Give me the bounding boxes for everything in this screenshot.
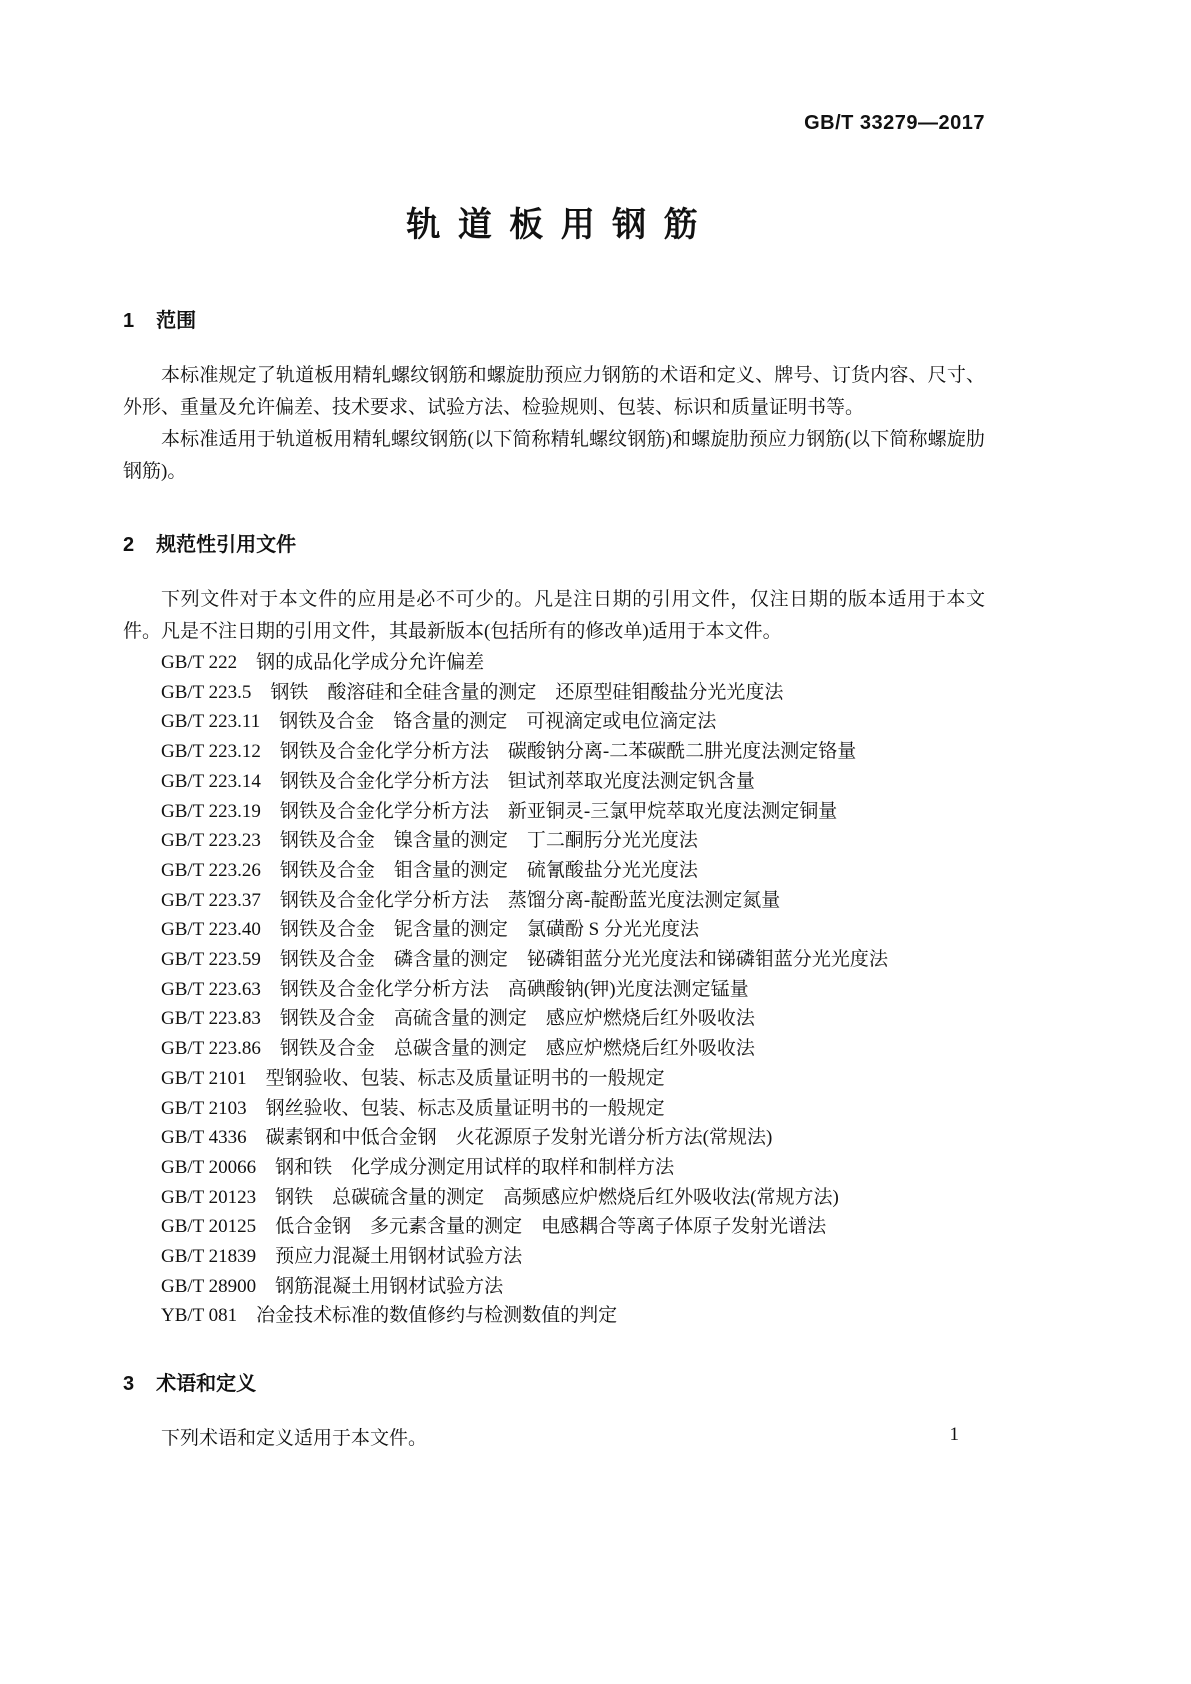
paragraph: 本标准规定了轨道板用精轧螺纹钢筋和螺旋肋预应力钢筋的术语和定义、牌号、订货内容、尺寸、外形、重量及允许偏差、技术要求、试验方法、检验规则、包装、标识和质量证明书等。 — [123, 365, 985, 418]
reference-item: GB/T 223.63 钢铁及合金化学分析方法 高碘酸钠(钾)光度法测定锰量 — [161, 978, 749, 1000]
reference-item: YB/T 081 冶金技术标准的数值修约与检测数值的判定 — [161, 1305, 618, 1327]
reference-item: GB/T 223.26 钢铁及合金 钼含量的测定 硫氰酸盐分光光度法 — [161, 859, 698, 881]
section-title: 范围 — [156, 310, 197, 332]
reference-item: GB/T 223.40 钢铁及合金 铌含量的测定 氯磺酚 S 分光光度法 — [161, 919, 700, 941]
reference-item: GB/T 223.23 钢铁及合金 镍含量的测定 丁二酮肟分光光度法 — [161, 830, 698, 852]
reference-item: GB/T 223.5 钢铁 酸溶硅和全硅含量的测定 还原型硅钼酸盐分光光度法 — [161, 681, 784, 703]
section-number: 2 — [123, 534, 135, 556]
reference-item: GB/T 223.86 钢铁及合金 总碳含量的测定 感应炉燃烧后红外吸收法 — [161, 1038, 755, 1060]
reference-item: GB/T 20123 钢铁 总碳硫含量的测定 高频感应炉燃烧后红外吸收法(常规方法) — [161, 1186, 839, 1208]
section-heading-scope — [123, 304, 985, 333]
reference-item: GB/T 2103 钢丝验收、包装、标志及质量证明书的一般规定 — [161, 1097, 665, 1119]
section-scope — [123, 304, 985, 488]
reference-item: GB/T 223.14 钢铁及合金化学分析方法 钽试剂萃取光度法测定钒含量 — [161, 770, 755, 792]
reference-item: GB/T 223.83 钢铁及合金 高硫含量的测定 感应炉燃烧后红外吸收法 — [161, 1008, 755, 1030]
section-heading-normative-references — [123, 528, 985, 557]
standard-number-header — [123, 0, 985, 135]
reference-item: GB/T 21839 预应力混凝土用钢材试验方法 — [161, 1246, 523, 1268]
standard-number: GB/T 33279—2017 — [804, 112, 985, 134]
reference-item: GB/T 2101 型钢验收、包装、标志及质量证明书的一般规定 — [161, 1067, 665, 1089]
references-list — [123, 648, 985, 1331]
section-normative-references — [123, 528, 985, 1331]
paragraph: 下列文件对于本文件的应用是必不可少的。凡是注日期的引用文件，仅注日期的版本适用于本文件。凡是不注日期的引用文件，其最新版本(包括所有的修改单)适用于本文件。 — [123, 589, 985, 642]
reference-item: GB/T 223.19 钢铁及合金化学分析方法 新亚铜灵-三氯甲烷萃取光度法测定铜量 — [161, 800, 838, 822]
paragraph: 本标准适用于轨道板用精轧螺纹钢筋(以下简称精轧螺纹钢筋)和螺旋肋预应力钢筋(以下简称螺旋肋钢筋)。 — [123, 429, 985, 482]
reference-item: GB/T 4336 碳素钢和中低合金钢 火花源原子发射光谱分析方法(常规法) — [161, 1127, 773, 1149]
section-title: 规范性引用文件 — [156, 534, 297, 556]
reference-item: GB/T 222 钢的成品化学成分允许偏差 — [161, 652, 485, 673]
paragraph: 下列术语和定义适用于本文件。 — [161, 1428, 428, 1450]
section-title: 术语和定义 — [156, 1373, 257, 1396]
section-heading-terms-definitions — [123, 1367, 985, 1396]
reference-item: GB/T 223.11 钢铁及合金 铬含量的测定 可视滴定或电位滴定法 — [161, 711, 717, 733]
reference-item: GB/T 28900 钢筋混凝土用钢材试验方法 — [161, 1275, 504, 1297]
section-number: 1 — [123, 310, 135, 332]
reference-item: GB/T 223.12 钢铁及合金化学分析方法 碳酸钠分离-二苯碳酰二肼光度法测定铬量 — [161, 741, 857, 763]
section-terms-definitions — [123, 1367, 985, 1455]
page-number: 1 — [949, 1424, 959, 1445]
reference-item: GB/T 20125 低合金钢 多元素含量的测定 电感耦合等离子体原子发射光谱法 — [161, 1216, 827, 1238]
reference-item: GB/T 223.59 钢铁及合金 磷含量的测定 铋磷钼蓝分光光度法和锑磷钼蓝分光光度法 — [161, 949, 888, 971]
section-number: 3 — [123, 1373, 135, 1396]
reference-item: GB/T 223.37 钢铁及合金化学分析方法 蒸馏分离-靛酚蓝光度法测定氮量 — [161, 889, 781, 911]
reference-item: GB/T 20066 钢和铁 化学成分测定用试样的取样和制样方法 — [161, 1156, 675, 1178]
document-title: 轨 道 板 用 钢 筋 — [406, 206, 702, 244]
